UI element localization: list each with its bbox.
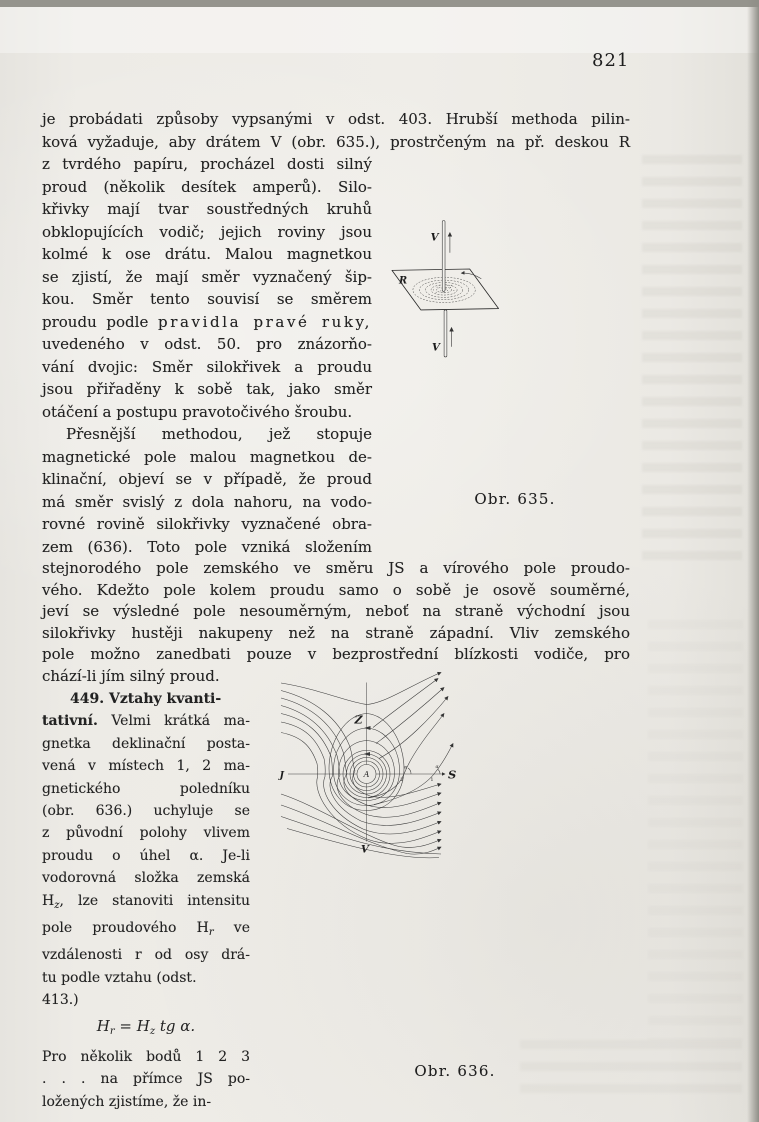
subscript: z [54,899,60,911]
text-line: křivky mají tvar soustředných kruhů [42,200,372,218]
text-line: vání dvojic: Směr silokřivek a proudu [42,357,372,376]
text-segment: , lze stanoviti intensitu [59,892,250,909]
text-line: vého. Kdežto pole kolem proudu samo o sobě je osově souměrné, [42,580,630,599]
paragraph-intro [42,108,630,153]
section-heading-line: 449. Vztahy kvanti- [70,691,222,707]
paragraph-section-449 [42,688,250,1113]
label-alpha-at-2: α [403,765,408,771]
text-line: gnetického poledníku [42,780,250,797]
text-line [42,917,250,944]
text-line: magnetické pole malou magnetkou de- [42,447,372,466]
text-line: . . . na přímce JS po- [42,1071,250,1088]
label-point-1: 1 [430,777,434,783]
text-line: proudu o úhel α. Je-li [42,847,250,864]
equation-segment: = H [114,1016,150,1035]
scan-right-edge-shadow [747,0,759,1122]
equation-symbol: H [96,1016,110,1035]
text-line: otáčení a postupu pravotočivého šroubu. [42,402,353,421]
text-line: ložených zjistíme, že in- [42,1093,212,1110]
text-line: klinační, objeví se v případě, že proud [42,470,372,488]
text-line: kolmé k ose drátu. Malou magnetkou [42,245,372,263]
page-number: 821 [592,50,630,71]
text-segment: Velmi krátká ma- [97,713,250,730]
text-line: rovné rovině silokřivky vyznačené obra- [42,515,372,533]
figure-635-illustration [385,170,720,495]
equation-segment: tg α. [155,1016,196,1035]
text-line: pole možno zanedbati pouze v bezprostřední blízkosti vodiče, pro [42,645,630,663]
label-wire-a: A [363,770,370,779]
text-segment-letterspaced: pravidla pravé ruky, [158,312,372,331]
figure-636-illustration [278,665,658,1065]
text-line: ková vyžaduje, aby drátem V (obr. 635.), prostrčeným na př. deskou R [42,132,630,151]
text-line [42,311,372,334]
text-line: jeví se výsledné pole nesouměrným, neboť na straně východní jsou [42,602,630,620]
label-board-r: R [398,275,408,287]
text-line: silokřivky hustěji nakupeny než na straně západní. Vliv zemského [42,623,630,642]
text-line: tu podle vztahu (odst. [42,969,197,986]
text-line: Přesnější methodou, jež stopuje [66,425,372,443]
text-segment: proudu podle [42,312,159,331]
text-segment: pole proudového H [42,920,209,937]
text-line [42,890,250,917]
label-axis-j-south: J [279,770,284,781]
text-segment: H [42,892,55,909]
text-line: z tvrdého papíru, procházel dosti silný [42,155,372,173]
subscript: r [208,927,214,939]
text-line: kou. Směr tento souvisí se směrem [42,290,372,308]
text-line: má směr svislý z dola nahoru, na vodo- [42,492,372,511]
subscript: r [109,1025,115,1037]
text-line: Pro několik bodů 1 2 3 [42,1048,250,1065]
text-line: chází-li jím silný proud. [42,666,220,685]
text-line [42,710,250,732]
text-line: (obr. 636.) uchyluje se [42,803,250,820]
text-segment: ve [213,920,250,937]
text-line: proud (několik desítek amperů). Silo- [42,177,372,196]
text-line: stejnorodého pole zemského ve směru JS a vírového pole proudo- [42,559,630,577]
text-line: se zjistí, že mají směr vyznačený šip- [42,267,372,286]
text-segment-bold: tativní. [42,713,98,730]
label-axis-z-west: Z [354,713,363,727]
text-line: vená v místech 1, 2 ma- [42,758,250,775]
text-line: je probádati způsoby vypsanými v odst. 403. Hrubší methoda pilin- [42,110,630,128]
label-axis-s-north: S [448,767,457,782]
subscript: z [149,1025,156,1037]
text-line: z původní polohy vlivem [42,825,250,842]
text-line: gnetka deklinační posta- [42,735,250,752]
text-line: jsou přiřaděny k sobě tak, jako směr [42,380,372,398]
scan-top-edge [0,0,759,7]
text-line: 413.) [42,992,79,1009]
label-alpha-at-1: α [435,765,439,770]
label-axis-v-east: V [361,844,369,856]
text-line: uvedeného v odst. 50. pro znázorňo- [42,335,372,353]
text-line: obklopujících vodič; jejich roviny jsou [42,222,372,241]
text-line: zem (636). Toto pole vzniká složením [42,537,372,556]
figure-635-caption: Obr. 635. [474,490,556,508]
scan-light-band [0,7,759,53]
axes [288,683,445,842]
figure-636-caption: Obr. 636. [414,1062,496,1080]
text-line: vzdálenosti r od osy drá- [42,947,250,964]
paragraph-column-left [42,153,372,558]
bleed-through-artifact [648,620,743,1040]
label-wire-v-top: V [430,231,439,244]
equation-hr-hz-tg-alpha [42,1012,250,1046]
label-point-2: 2 [400,777,404,783]
label-wire-v-bottom: V [431,341,440,354]
text-line: vodorovná složka zemská [42,870,250,887]
